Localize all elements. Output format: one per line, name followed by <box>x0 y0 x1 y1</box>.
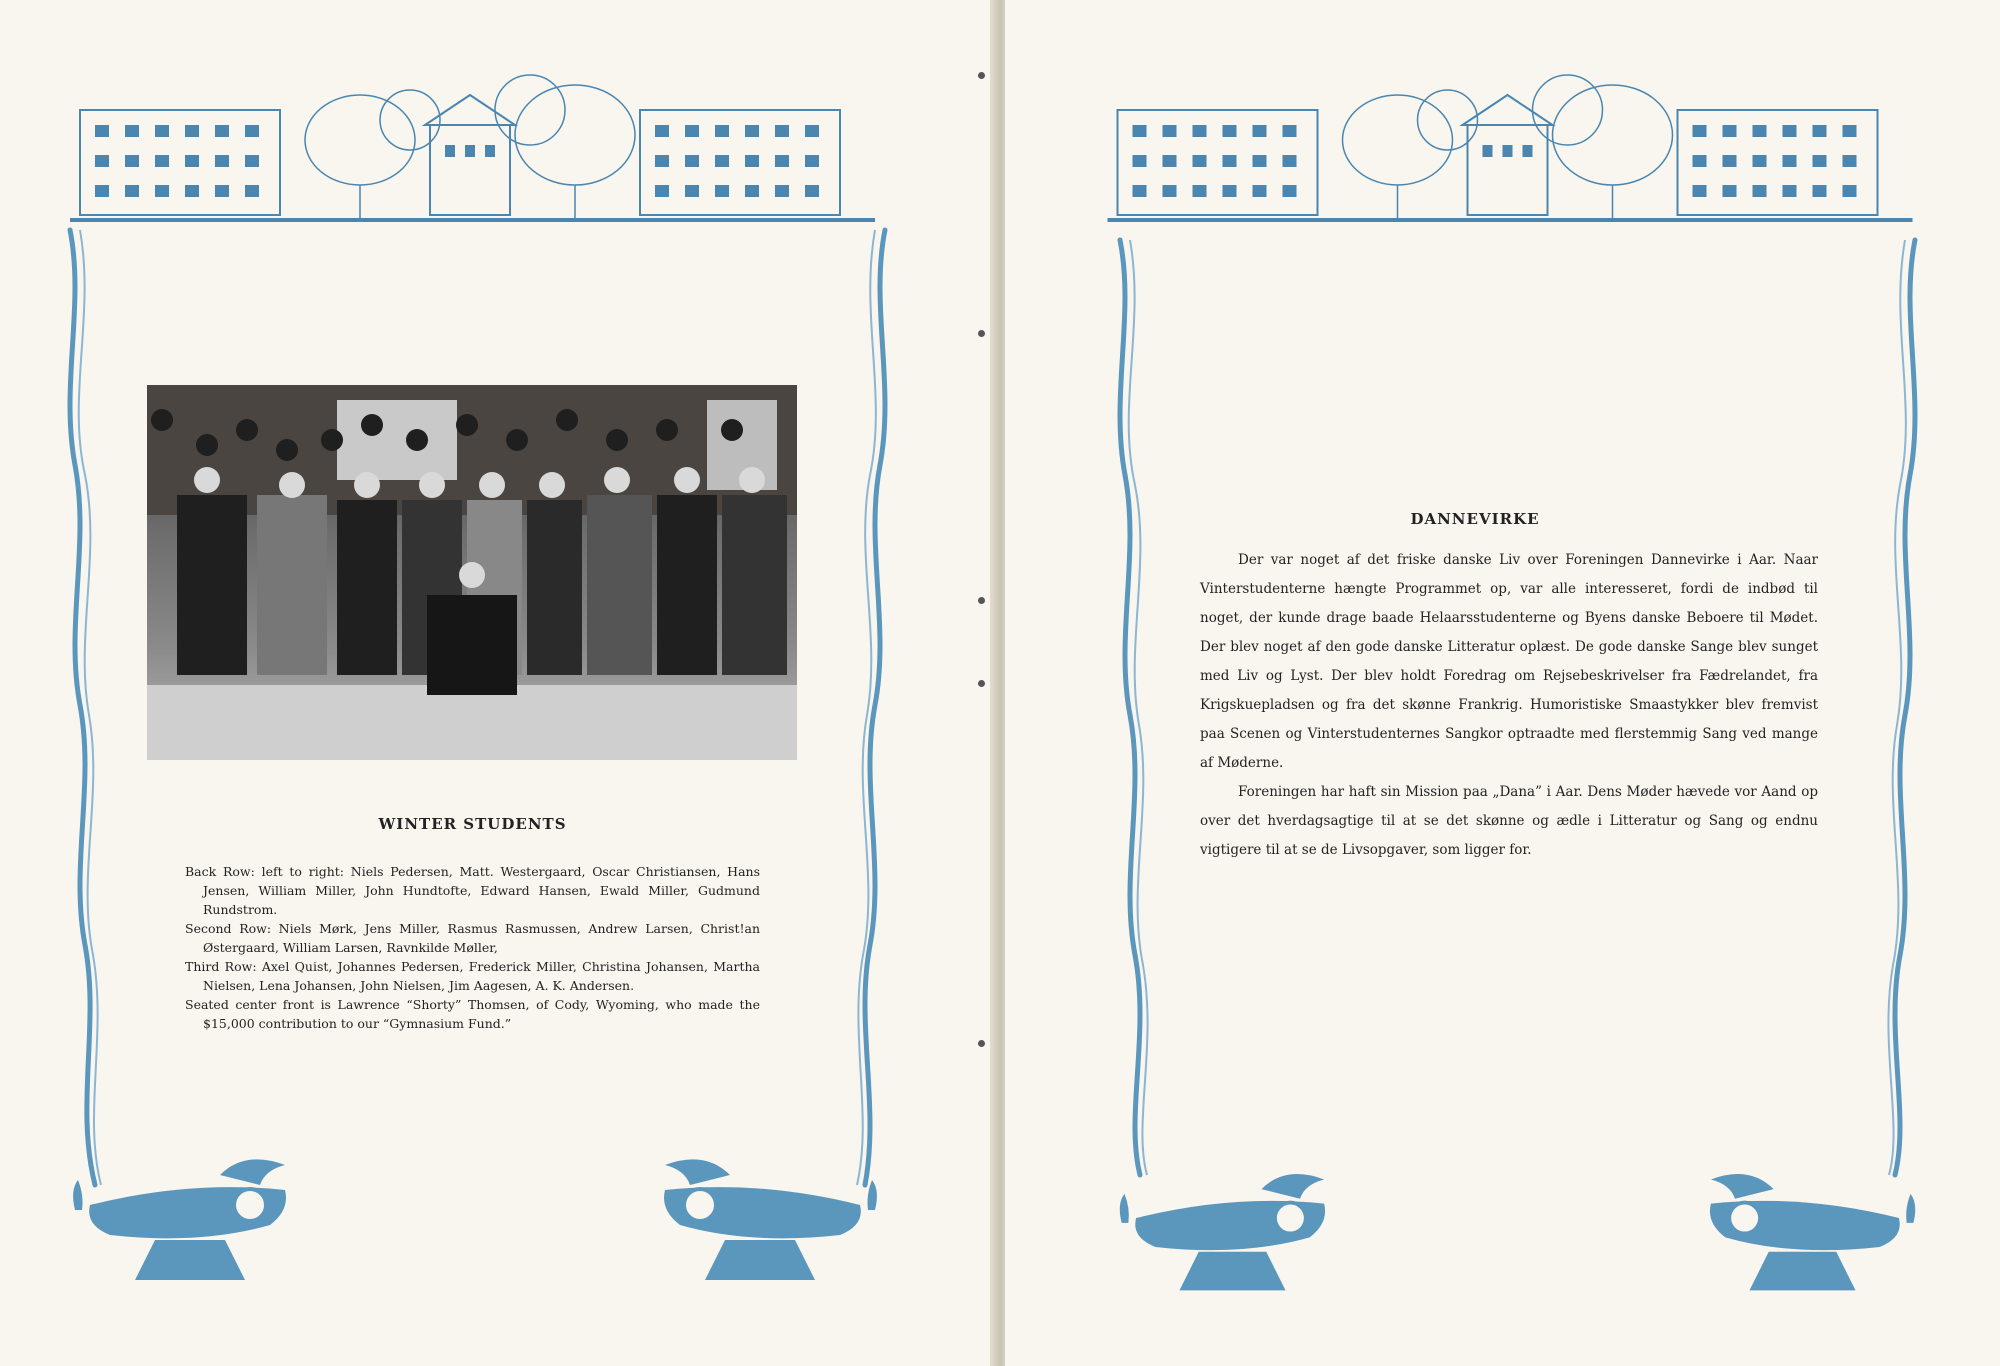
page-title: WINTER STUDENTS <box>378 815 567 833</box>
photo-caption <box>185 862 760 1033</box>
right-page <box>1005 0 2000 1366</box>
left-page <box>0 0 995 1366</box>
binding-hole <box>978 330 985 337</box>
binding-hole <box>978 597 985 604</box>
oil-lamp-icon <box>70 1150 310 1290</box>
caption-third-row: Third Row: Axel Quist, Johannes Pedersen, Frederick Miller, Christina Johansen, Martha Nielsen, Lena Johansen, John Nielsen, Jim Aagesen, A. K. Andersen. <box>185 959 760 993</box>
group-photo <box>147 385 797 760</box>
caption-second-row: Second Row: Niels Mørk, Jens Miller, Rasmus Rasmussen, Andrew Larsen, Christ!an Østergaard, William Larsen, Ravnkilde Møller, <box>185 921 760 955</box>
caption-seated-center: Seated center front is Lawrence “Shorty” Thomsen, of Cody, Wyoming, who made the $15,000 contribution to our “Gymnasium Fund.” <box>185 997 760 1031</box>
article-paragraph: Foreningen har haft sin Mission paa „Dana” i Aar. Dens Møder hævede vor Aand op over det hverdagsagtige til at se det skønne og ædle i Litteratur og Sang og endnu vigtigere til at se de Livsopgaver, som ligger for. <box>1200 784 1818 858</box>
binding-hole <box>978 1040 985 1047</box>
binding-hole <box>978 72 985 79</box>
oil-lamp-icon <box>640 1150 880 1290</box>
campus-building-illustration <box>70 50 875 240</box>
binding-hole <box>978 680 985 687</box>
page-title: DANNEVIRKE <box>1410 510 1540 528</box>
oil-lamp-icon <box>1685 1165 1920 1300</box>
campus-building-illustration <box>1085 50 1935 240</box>
caption-back-row: Back Row: left to right: Niels Pedersen, Matt. Westergaard, Oscar Christiansen, Hans Jensen, William Miller, John Hundtofte, Edward Hansen, Ewald Miller, Gudmund Rundstrom. <box>185 864 760 917</box>
oil-lamp-icon <box>1115 1165 1350 1300</box>
article-paragraph: Der var noget af det friske danske Liv over Foreningen Dannevirke i Aar. Naar Vinterstudenterne hængte Programmet op, var alle interesseret, fordi de indbød til noget, der kunde drage baade Helaarsstudenterne og Byens danske Beboere til Mødet. Der blev noget af den gode danske Litteratur oplæst. De gode danske Sange blev sunget med Liv og Lyst. Der blev holdt Foredrag om Rejsebeskrivelser fra Fædrelandet, fra Krigskuepladsen og fra det skønne Frankrig. Humoristiske Smaastykker blev fremvist paa Scenen og Vinterstudenternes Sangkor optraadte med flerstemmig Sang ved mange af Møderne. <box>1200 552 1818 771</box>
article-body <box>1200 546 1818 865</box>
group-photo-image <box>147 385 797 760</box>
